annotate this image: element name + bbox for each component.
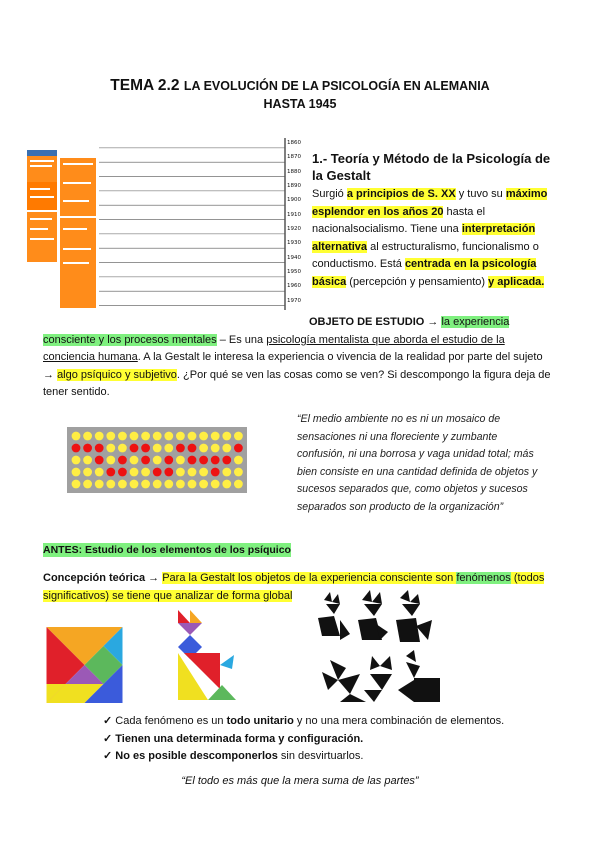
timeline-year: 1870	[287, 154, 301, 161]
quote-block: “El medio ambiente no es ni un mosaico de sensaciones ni una floreciente y zumbante confusión, ni una borrosa y vaga unidad total; más bien consiste en una cantidad definida de objetos y sucesos separados que, como objetos y sucesos separados son producto de la organización”	[297, 413, 538, 513]
red-dot	[211, 456, 220, 465]
check-item	[103, 713, 563, 731]
text: – Es una	[216, 333, 267, 346]
timeline-label	[30, 196, 54, 198]
timeline-label	[63, 163, 93, 165]
yellow-dot	[83, 432, 92, 441]
timeline-label	[30, 160, 54, 162]
text: Cada fenómeno es un	[115, 715, 227, 727]
red-dot	[118, 456, 127, 465]
arrow: →	[145, 572, 163, 584]
objeto-label: OBJETO DE ESTUDIO	[309, 316, 425, 328]
bold-text: todo unitario	[226, 715, 294, 727]
tangram-piece	[220, 655, 234, 669]
yellow-dot	[234, 468, 243, 477]
yellow-dot	[188, 432, 197, 441]
yellow-dot	[106, 444, 115, 453]
yellow-dot	[141, 480, 150, 489]
yellow-dot	[118, 480, 127, 489]
timeline-label	[63, 228, 87, 230]
yellow-dot	[95, 468, 104, 477]
highlight: la experiencia consciente y los procesos mentales	[43, 316, 510, 346]
red-dot	[95, 444, 104, 453]
timeline-year: 1860	[287, 140, 301, 146]
tangram-piece	[208, 685, 236, 700]
yellow-dot	[106, 432, 115, 441]
yellow-dot	[199, 432, 208, 441]
yellow-dot	[130, 456, 139, 465]
text: . A la Gestalt le interesa la experiencia o vivencia de la realidad por parte del sujeto	[137, 351, 543, 363]
red-dot	[130, 444, 139, 453]
silhouette-bird-1	[322, 660, 366, 702]
tangram-square-image	[46, 627, 123, 703]
timeline-chart	[27, 138, 305, 310]
red-dot	[222, 456, 231, 465]
timeline-block	[60, 158, 96, 216]
silhouette-cat-2	[358, 590, 388, 640]
tangram-silhouettes-image	[310, 590, 445, 707]
section-heading: 1.- Teoría y Método de la Psicología de la Gestalt	[312, 151, 551, 183]
yellow-dot	[83, 468, 92, 477]
bold-text: Tienen una determinada forma y configuración.	[115, 732, 364, 745]
yellow-dot	[234, 456, 243, 465]
yellow-dot	[234, 432, 243, 441]
red-dot	[106, 468, 115, 477]
yellow-dot	[164, 444, 173, 453]
highlight: (todos significativos) se tiene que analizar de forma global	[43, 572, 545, 602]
silhouette-cat-4	[398, 650, 440, 702]
tangram-cat-image	[160, 605, 238, 705]
yellow-dot	[199, 468, 208, 477]
closing-quote: “El todo es más que la mera suma de las partes”	[181, 775, 419, 787]
timeline-label	[63, 182, 91, 184]
tangram-piece	[178, 623, 202, 635]
timeline-year: 1920	[287, 226, 301, 232]
timeline-year: 1900	[287, 197, 301, 204]
yellow-dot	[176, 468, 185, 477]
yellow-dot	[199, 444, 208, 453]
section1-paragraph	[312, 186, 557, 291]
yellow-dot	[118, 444, 127, 453]
highlight: centrada en la psicología básica	[312, 258, 537, 288]
red-dot	[141, 456, 150, 465]
underlined-text: psicología mentalista que aborda el estudio de la conciencia humana	[43, 333, 505, 363]
silhouette-cat-1	[318, 592, 350, 640]
yellow-dot	[95, 432, 104, 441]
yellow-dot	[153, 456, 162, 465]
yellow-dot	[130, 468, 139, 477]
yellow-dot	[72, 468, 81, 477]
timeline-year: 1930	[287, 240, 301, 247]
red-dot	[188, 456, 197, 465]
yellow-dot	[118, 432, 127, 441]
timeline-year: 1890	[287, 183, 301, 189]
check-icon: ✓	[103, 750, 113, 762]
concepcion-label: Concepción teórica	[43, 572, 146, 584]
highlight: fenómenos	[456, 572, 511, 584]
antes-label: ANTES: Estudio de los elementos de los psíquico	[43, 544, 291, 556]
page-title	[0, 77, 600, 95]
check-icon: ✓	[103, 715, 113, 727]
yellow-dot	[153, 480, 162, 489]
yellow-dot	[176, 456, 185, 465]
yellow-dot	[141, 432, 150, 441]
dot-grid-figure	[67, 427, 247, 493]
yellow-dot	[106, 456, 115, 465]
silhouette-cat-3	[396, 590, 432, 642]
timeline-year: 1960	[287, 283, 301, 290]
text: y tuvo su	[455, 188, 506, 200]
yellow-dot	[234, 480, 243, 489]
arrow: →	[43, 368, 58, 381]
checklist	[103, 713, 563, 766]
yellow-dot	[164, 480, 173, 489]
highlight: Para la Gestalt los objetos de la experiencia consciente son	[162, 572, 457, 584]
tangram-piece	[178, 610, 190, 623]
timeline-label	[63, 262, 89, 264]
yellow-dot	[72, 432, 81, 441]
red-dot	[211, 468, 220, 477]
yellow-dot	[222, 432, 231, 441]
red-dot	[83, 444, 92, 453]
timeline-year: 1970	[287, 297, 301, 304]
text: . ¿Por qué se ven las cosas como se ven? Si descompongo la figura deja de tener sentido.	[43, 368, 551, 398]
yellow-dot	[83, 480, 92, 489]
timeline-label	[63, 200, 89, 202]
page-subtitle: HASTA 1945	[263, 97, 337, 111]
timeline-year: 1910	[287, 211, 301, 218]
text: hasta el nacionalsocialismo. Tiene una	[312, 205, 486, 235]
yellow-dot	[188, 468, 197, 477]
yellow-dot	[188, 480, 197, 489]
yellow-dot	[130, 432, 139, 441]
highlight: algo psíquico y subjetivo	[57, 368, 177, 381]
yellow-dot	[211, 480, 220, 489]
check-item	[103, 748, 563, 766]
timeline-year: 1880	[287, 168, 301, 175]
bold-text: No es posible descomponerlos	[115, 750, 278, 762]
red-dot	[164, 456, 173, 465]
concepcion-paragraph	[43, 570, 563, 605]
red-dot	[95, 456, 104, 465]
timeline-label	[30, 228, 48, 230]
yellow-dot	[130, 480, 139, 489]
text: sin desvirtuarlos.	[277, 750, 364, 762]
text: (percepción y pensamiento)	[346, 275, 489, 288]
highlight: interpretación alternativa	[312, 223, 536, 253]
title-line1: LA EVOLUCIÓN DE LA PSICOLOGÍA EN ALEMANIA	[183, 79, 490, 93]
red-dot	[72, 444, 81, 453]
yellow-dot	[83, 456, 92, 465]
yellow-dot	[222, 480, 231, 489]
yellow-dot	[153, 444, 162, 453]
yellow-dot	[222, 444, 231, 453]
yellow-dot	[199, 480, 208, 489]
highlight: y aplicada.	[488, 275, 545, 288]
timeline-label	[30, 165, 52, 167]
yellow-dot	[211, 432, 220, 441]
highlight: máximo esplendor en los años 20	[312, 188, 548, 218]
yellow-dot	[72, 456, 81, 465]
yellow-dot	[141, 468, 150, 477]
yellow-dot	[106, 480, 115, 489]
yellow-dot	[176, 480, 185, 489]
timeline-label	[30, 238, 54, 240]
timeline-block	[27, 150, 57, 156]
check-icon: ✓	[103, 732, 113, 745]
check-item	[103, 731, 563, 749]
yellow-dot	[211, 444, 220, 453]
red-dot	[188, 444, 197, 453]
arrow: →	[424, 316, 442, 328]
yellow-dot	[95, 480, 104, 489]
timeline-label	[63, 248, 91, 250]
tangram-piece	[190, 610, 202, 623]
text: Surgió	[312, 188, 347, 200]
yellow-dot	[222, 468, 231, 477]
text: y no una mera combinación de elementos.	[293, 715, 505, 727]
timeline-label	[30, 188, 50, 190]
timeline-year: 1950	[287, 269, 301, 275]
red-dot	[234, 444, 243, 453]
yellow-dot	[153, 432, 162, 441]
yellow-dot	[164, 432, 173, 441]
title-code: TEMA 2.2	[110, 77, 180, 94]
yellow-dot	[176, 432, 185, 441]
text: al estructuralismo, funcionalismo o conductismo. Está	[312, 240, 539, 270]
red-dot	[141, 444, 150, 453]
timeline-label	[30, 218, 52, 220]
objeto-paragraph	[43, 314, 555, 402]
yellow-dot	[72, 480, 81, 489]
red-dot	[153, 468, 162, 477]
red-dot	[199, 456, 208, 465]
timeline-year: 1940	[287, 254, 301, 261]
red-dot	[118, 468, 127, 477]
highlight: a principios de S. XX	[346, 188, 456, 200]
silhouette-bird-2	[364, 656, 392, 702]
red-dot	[164, 468, 173, 477]
timeline-figure	[27, 138, 305, 310]
red-dot	[176, 444, 185, 453]
dot-grid	[67, 427, 247, 493]
